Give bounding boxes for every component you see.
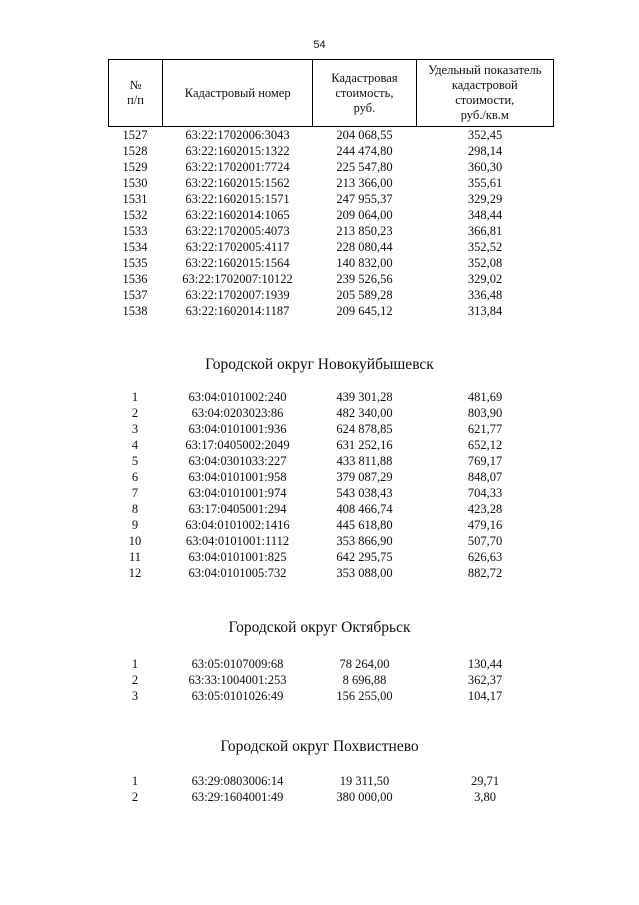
row-number-cell: 1528	[122, 144, 148, 158]
specific-value-cell: 355,61	[467, 176, 503, 190]
row-number-cell: 1530	[122, 176, 148, 190]
table-row	[108, 688, 554, 704]
row-number-cell: 2	[131, 790, 139, 804]
specific-value-cell: 803,90	[467, 406, 503, 420]
specific-value-cell: 366,81	[467, 224, 503, 238]
specific-value-cell: 481,69	[467, 390, 503, 404]
cadastral-number-cell: 63:22:1702005:4073	[185, 224, 290, 238]
header-col-specific-line: руб./кв.м	[460, 108, 509, 122]
cadastral-value-cell: 204 068,55	[336, 128, 393, 142]
section-table	[108, 773, 554, 805]
row-number-cell: 1	[131, 390, 139, 404]
row-number-cell: 1	[131, 657, 139, 671]
cadastral-value-cell: 379 087,29	[336, 470, 393, 484]
specific-value-cell: 3,80	[474, 790, 496, 804]
table-row	[108, 437, 554, 453]
specific-value-cell: 848,07	[467, 470, 503, 484]
table-row	[108, 271, 554, 287]
page-number: 54	[313, 39, 326, 51]
cadastral-number-cell: 63:22:1602015:1564	[185, 256, 290, 270]
cadastral-number-cell: 63:22:1602015:1322	[185, 144, 290, 158]
cadastral-value-cell: 156 255,00	[336, 689, 393, 703]
section-title: Городской округ Октябрьск	[228, 619, 411, 636]
specific-value-cell: 352,45	[467, 128, 503, 142]
specific-value-cell: 626,63	[467, 550, 503, 564]
specific-value-cell: 298,14	[467, 144, 503, 158]
row-number-cell: 1535	[122, 256, 148, 270]
section-table	[108, 656, 554, 704]
cadastral-value-cell: 244 474,80	[336, 144, 393, 158]
cadastral-number-cell: 63:29:0803006:14	[191, 774, 284, 788]
cadastral-value-cell: 482 340,00	[336, 406, 393, 420]
row-number-cell: 12	[128, 566, 142, 580]
header-col-value-line: руб.	[353, 100, 376, 115]
specific-value-cell: 352,52	[467, 240, 503, 254]
specific-value-cell: 479,16	[467, 518, 503, 532]
header-col-specific-value	[416, 60, 553, 127]
specific-value-cell: 423,28	[467, 502, 503, 516]
cadastral-number-cell: 63:22:1702007:10122	[182, 272, 293, 286]
table-row	[108, 469, 554, 485]
row-number-cell: 1531	[122, 192, 148, 206]
cadastral-number-cell: 63:05:0107009:68	[191, 657, 284, 671]
row-number-cell: 1533	[122, 224, 148, 238]
table-row	[108, 549, 554, 565]
specific-value-cell: 621,77	[467, 422, 503, 436]
cadastral-value-cell: 380 000,00	[336, 790, 393, 804]
table-row	[108, 191, 554, 207]
specific-value-cell: 352,08	[467, 256, 503, 270]
row-number-cell: 1	[131, 774, 139, 788]
cadastral-value-cell: 209 064,00	[336, 208, 393, 222]
table-row	[108, 789, 554, 805]
section-title: Городской округ Новокуйбышевск	[205, 356, 434, 373]
cadastral-number-cell: 63:04:0101001:936	[188, 422, 287, 436]
row-number-cell: 6	[131, 470, 139, 484]
table-row	[108, 255, 554, 271]
cadastral-value-cell: 213 850,23	[336, 224, 393, 238]
table-row	[108, 127, 554, 143]
specific-value-cell: 348,44	[467, 208, 503, 222]
row-number-cell: 2	[131, 673, 139, 687]
cadastral-value-cell: 209 645,12	[336, 304, 393, 318]
row-number-cell: 1529	[122, 160, 148, 174]
table-row	[108, 421, 554, 437]
row-number-cell: 1534	[122, 240, 148, 254]
table-row	[108, 223, 554, 239]
row-number-cell: 2	[131, 406, 139, 420]
specific-value-cell: 769,17	[467, 454, 503, 468]
row-number-cell: 10	[128, 534, 142, 548]
cadastral-number-cell: 63:22:1702001:7724	[185, 160, 290, 174]
table-row	[108, 389, 554, 405]
cadastral-value-cell: 433 811,88	[336, 454, 393, 468]
row-number-cell: 1527	[122, 128, 148, 142]
cadastral-value-cell: 353 866,90	[336, 534, 393, 548]
section-title: Городской округ Похвистнево	[220, 738, 419, 755]
header-col-number-line: №	[129, 78, 142, 92]
table-row	[108, 303, 554, 319]
cadastral-value-cell: 228 080,44	[336, 240, 393, 254]
cadastral-value-cell: 239 526,56	[336, 272, 393, 286]
cadastral-number-cell: 63:04:0101002:240	[188, 390, 287, 404]
cadastral-value-cell: 78 264,00	[339, 657, 390, 671]
section-table	[108, 127, 554, 319]
specific-value-cell: 313,84	[467, 304, 503, 318]
cadastral-number-cell: 63:04:0203023:86	[191, 406, 284, 420]
header-col-value-line: стоимость,	[335, 85, 394, 100]
header-col-cadastral-value	[313, 60, 416, 127]
specific-value-cell: 130,44	[467, 657, 503, 671]
table-row	[108, 501, 554, 517]
cadastral-number-cell: 63:22:1702005:4117	[185, 240, 290, 254]
table-row	[108, 453, 554, 469]
header-col-number	[109, 60, 163, 127]
cadastral-value-cell: 205 589,28	[336, 288, 393, 302]
table-row	[108, 656, 554, 672]
row-number-cell: 1538	[122, 304, 148, 318]
row-number-cell: 1532	[122, 208, 148, 222]
cadastral-number-cell: 63:22:1702006:3043	[185, 128, 290, 142]
table-row	[108, 239, 554, 255]
row-number-cell: 1537	[122, 288, 148, 302]
cadastral-value-cell: 631 252,16	[336, 438, 393, 452]
cadastral-value-cell: 642 295,75	[336, 550, 393, 564]
cadastral-number-cell: 63:04:0301033:227	[188, 454, 287, 468]
specific-value-cell: 360,30	[467, 160, 503, 174]
cadastral-number-cell: 63:22:1702007:1939	[185, 288, 290, 302]
cadastral-value-cell: 140 832,00	[336, 256, 393, 270]
header-col-specific-line: стоимости,	[455, 93, 515, 107]
specific-value-cell: 104,17	[467, 689, 503, 703]
row-number-cell: 9	[131, 518, 139, 532]
cadastral-value-cell: 408 466,74	[336, 502, 393, 516]
table-row	[108, 405, 554, 421]
cadastral-number-cell: 63:17:0405002:2049	[185, 438, 290, 452]
cadastral-value-cell: 543 038,43	[336, 486, 393, 500]
table-row	[108, 485, 554, 501]
table-row	[108, 517, 554, 533]
header-col-number-line: п/п	[127, 93, 144, 107]
header-col-value-line: Кадастровая	[331, 70, 398, 85]
cadastral-number-cell: 63:33:1004001:253	[188, 673, 287, 687]
cadastral-value-cell: 213 366,00	[336, 176, 393, 190]
table-row	[108, 773, 554, 789]
cadastral-number-cell: 63:22:1602015:1571	[185, 192, 290, 206]
table-row	[108, 565, 554, 581]
cadastral-number-cell: 63:22:1602014:1187	[185, 304, 290, 318]
cadastral-number-cell: 63:04:0101001:958	[188, 470, 287, 484]
table-row	[108, 672, 554, 688]
table-row	[108, 159, 554, 175]
cadastral-value-cell: 439 301,28	[336, 390, 393, 404]
specific-value-cell: 882,72	[467, 566, 503, 580]
specific-value-cell: 507,70	[467, 534, 503, 548]
row-number-cell: 3	[131, 422, 139, 436]
cadastral-number-cell: 63:22:1602015:1562	[185, 176, 290, 190]
specific-value-cell: 29,71	[470, 774, 500, 788]
cadastral-number-cell: 63:04:0101001:974	[188, 486, 287, 500]
row-number-cell: 3	[131, 689, 139, 703]
cadastral-number-cell: 63:04:0101001:825	[188, 550, 287, 564]
cadastral-value-cell: 445 618,80	[336, 518, 393, 532]
section-table	[108, 389, 554, 581]
row-number-cell: 5	[131, 454, 139, 468]
cadastral-number-cell: 63:05:0101026:49	[191, 689, 284, 703]
row-number-cell: 4	[131, 438, 139, 452]
cadastral-value-cell: 624 878,85	[336, 422, 393, 436]
specific-value-cell: 336,48	[467, 288, 503, 302]
specific-value-cell: 329,02	[467, 272, 503, 286]
cadastral-value-cell: 19 311,50	[339, 774, 390, 788]
row-number-cell: 8	[131, 502, 139, 516]
table-header	[108, 59, 554, 127]
cadastral-number-cell: 63:04:0101002:1416	[185, 518, 290, 532]
table-row	[108, 207, 554, 223]
header-col-cadastral-number: Кадастровый номер	[163, 60, 313, 127]
specific-value-cell: 329,29	[467, 192, 503, 206]
cadastral-value-cell: 247 955,37	[336, 192, 393, 206]
specific-value-cell: 362,37	[467, 673, 503, 687]
cadastral-number-cell: 63:04:0101001:1112	[185, 534, 290, 548]
cadastral-number-cell: 63:22:1602014:1065	[185, 208, 290, 222]
row-number-cell: 1536	[122, 272, 148, 286]
specific-value-cell: 704,33	[467, 486, 503, 500]
table-row	[108, 287, 554, 303]
cadastral-value-cell: 225 547,80	[336, 160, 393, 174]
specific-value-cell: 652,12	[467, 438, 503, 452]
table-row	[108, 533, 554, 549]
row-number-cell: 7	[131, 486, 139, 500]
table-row	[108, 143, 554, 159]
table-row	[108, 175, 554, 191]
row-number-cell: 11	[128, 550, 142, 564]
header-col-specific-line: кадастровой	[451, 78, 518, 92]
cadastral-number-cell: 63:17:0405001:294	[188, 502, 287, 516]
cadastral-number-cell: 63:29:1604001:49	[191, 790, 284, 804]
header-col-specific-line: Удельный показатель	[428, 63, 542, 77]
cadastral-value-cell: 353 088,00	[336, 566, 393, 580]
cadastral-number-cell: 63:04:0101005:732	[188, 566, 287, 580]
cadastral-value-cell: 8 696,88	[342, 673, 387, 687]
